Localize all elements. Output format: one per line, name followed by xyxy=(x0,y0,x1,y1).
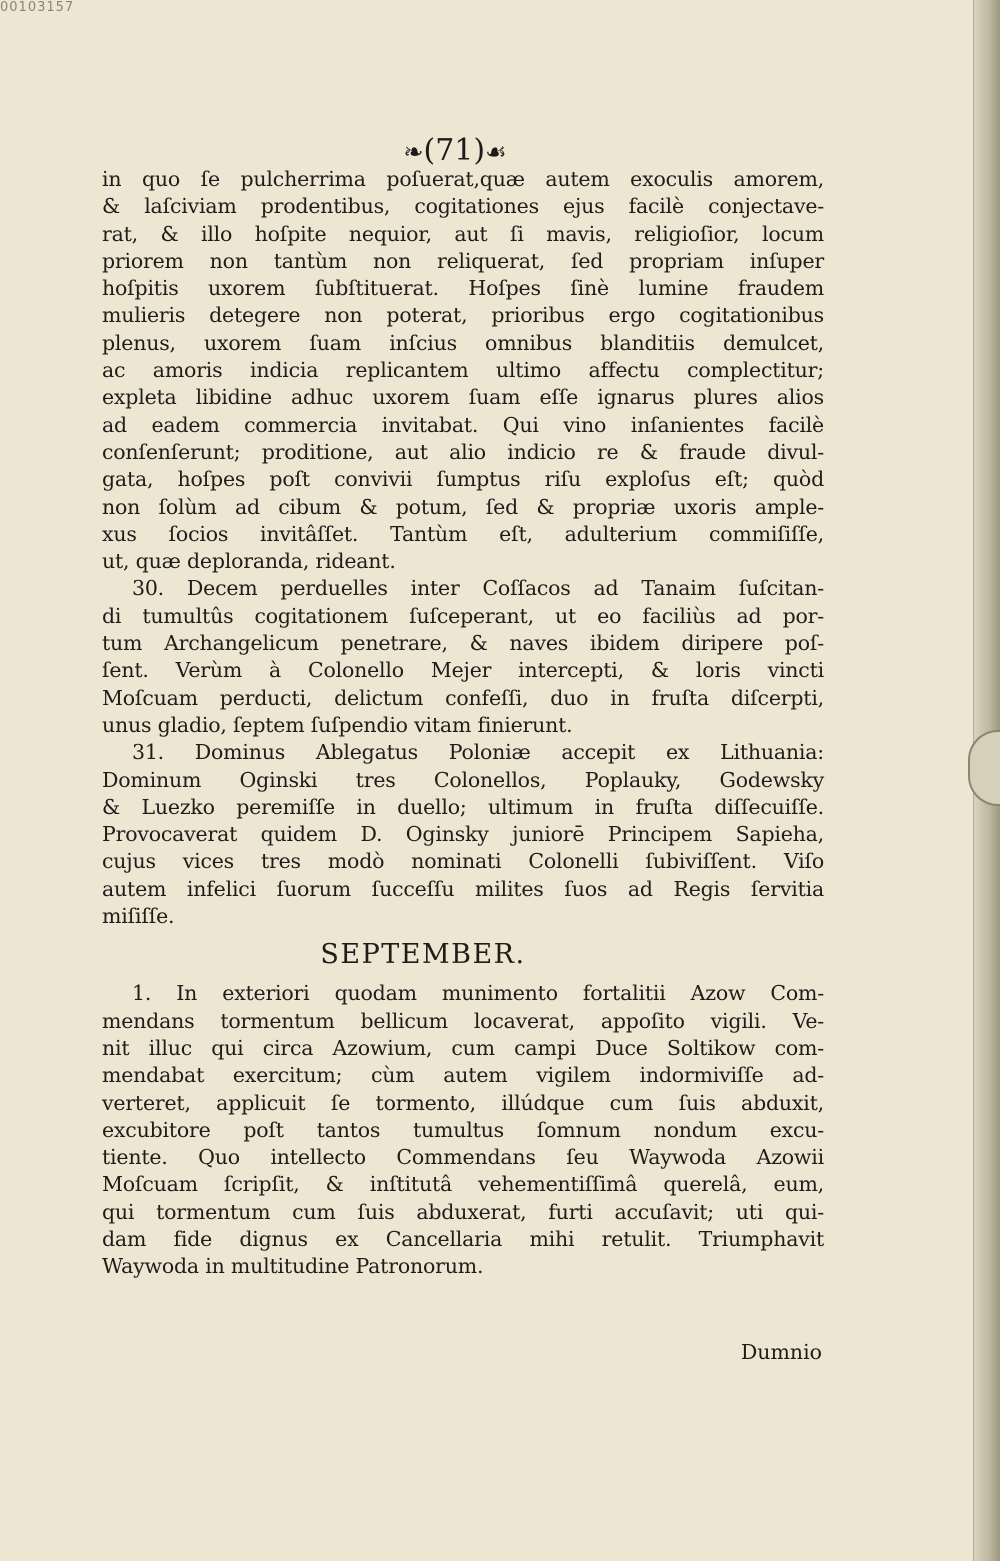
text-line: Provocaverat quidem D. Oginsky juniorē Principem Sapieha, xyxy=(102,822,824,847)
text-line: tiente. Quo intellecto Commendans ſeu Waywoda Azowii xyxy=(102,1145,824,1170)
left-ornament-icon: ❧ xyxy=(403,138,424,166)
text-line: & laſciviam prodentibus, cogitationes ejus facilè conjectave- xyxy=(102,194,824,219)
right-ornament-icon: ☙ xyxy=(485,138,507,166)
page-number: (71) xyxy=(423,133,486,168)
text-line: excubitore poſt tantos tumultus ſomnum nondum excu- xyxy=(102,1117,824,1142)
catchword: Dumnio xyxy=(740,1340,822,1364)
month-heading: SEPTEMBER. xyxy=(320,939,526,971)
text-line: expleta libidine adhuc uxorem ſuam eſſe ignarus plures alios xyxy=(102,385,824,410)
text-line: conſenſerunt; proditione, aut alio indicio re & fraude divul- xyxy=(102,439,824,464)
text-line: rat, & illo hoſpite nequior, aut ſi mavis, religioſior, locum xyxy=(102,221,824,246)
text-line: miſiſſe. xyxy=(102,904,175,929)
text-line: nit illuc qui circa Azowium, cum campi Duce Soltikow com- xyxy=(102,1035,824,1060)
text-line: mendans tormentum bellicum locaverat, appoſito vigili. Ve- xyxy=(102,1008,824,1033)
text-line: ac amoris indicia replicantem ultimo affectu complectitur; xyxy=(102,358,824,383)
text-line: Moſcuam ſcripſit, & inſtitutâ vehementiſſimâ querelâ, eum, xyxy=(102,1172,824,1197)
text-line: hoſpitis uxorem ſubſtituerat. Hoſpes ſinè lumine fraudem xyxy=(102,276,824,301)
paragraph-1-start: 1. In exteriori quodam munimento fortalitii Azow Com- xyxy=(132,981,824,1006)
text-line: autem infelici ſuorum ſucceſſu milites ſuos ad Regis ſervitia xyxy=(102,876,824,901)
text-line: tum Archangelicum penetrare, & naves ibidem diripere poſ- xyxy=(102,631,824,656)
text-line: qui tormentum cum ſuis abduxerat, furti accuſavit; uti qui- xyxy=(102,1199,824,1224)
text-line: dam fide dignus ex Cancellaria mihi retulit. Triumphavit xyxy=(102,1226,824,1251)
text-line: ſent. Verùm à Colonello Mejer intercepti, & loris vincti xyxy=(102,658,824,683)
text-line: priorem non tantùm non reliquerat, ſed propriam inſuper xyxy=(102,248,824,273)
text-line: unus gladio, ſeptem ſuſpendio vitam finierunt. xyxy=(102,712,573,737)
scan-id-label: 00103157 xyxy=(0,0,75,15)
text-line: ad eadem commercia invitabat. Qui vino inſanientes facilè xyxy=(102,412,824,437)
text-line: Dominum Oginski tres Colonellos, Poplauky, Godewsky xyxy=(102,767,824,792)
text-line: verteret, applicuit ſe tormento, illúdque cum ſuis abduxit, xyxy=(102,1090,824,1115)
text-line: Waywoda in multitudine Patronorum. xyxy=(102,1254,484,1279)
text-line: xus ſocios invitâſſet. Tantùm eſt, adulterium commiſiſſe, xyxy=(102,521,824,546)
paragraph-30-start: 30. Decem perduelles inter Coſſacos ad Tanaim ſuſcitan- xyxy=(132,576,824,601)
text-line: ut, quæ deploranda, rideant. xyxy=(102,549,396,574)
text-line: Moſcuam perducti, delictum confeſſi, duo in fruſta diſcerpti, xyxy=(102,685,824,710)
text-line: cujus vices tres modò nominati Colonelli ſubiviſſent. Viſo xyxy=(102,849,824,874)
page-header xyxy=(360,133,550,168)
text-line: plenus, uxorem ſuam inſcius omnibus blanditiis demulcet, xyxy=(102,330,824,355)
text-line: non ſolùm ad cibum & potum, ſed & propriæ uxoris ample- xyxy=(102,494,824,519)
page-body xyxy=(102,166,824,1281)
text-line: gata, hoſpes poſt convivii ſumptus riſu exploſus eſt; quòd xyxy=(102,467,824,492)
text-line: mendabat exercitum; cùm autem vigilem indormiviſſe ad- xyxy=(102,1063,824,1088)
text-line: & Luezko peremiſſe in duello; ultimum in fruſta diſſecuiſſe. xyxy=(102,794,824,819)
text-line: in quo ſe pulcherrima poſuerat,quæ autem exoculis amorem, xyxy=(102,167,824,191)
text-line: mulieris detegere non poterat, prioribus ergo cogitationibus xyxy=(102,303,824,328)
text-line: di tumultûs cogitationem ſuſceperant, ut eo faciliùs ad por- xyxy=(102,603,824,628)
paragraph-31-start: 31. Dominus Ablegatus Poloniæ accepit ex Lithuania: xyxy=(132,740,824,765)
